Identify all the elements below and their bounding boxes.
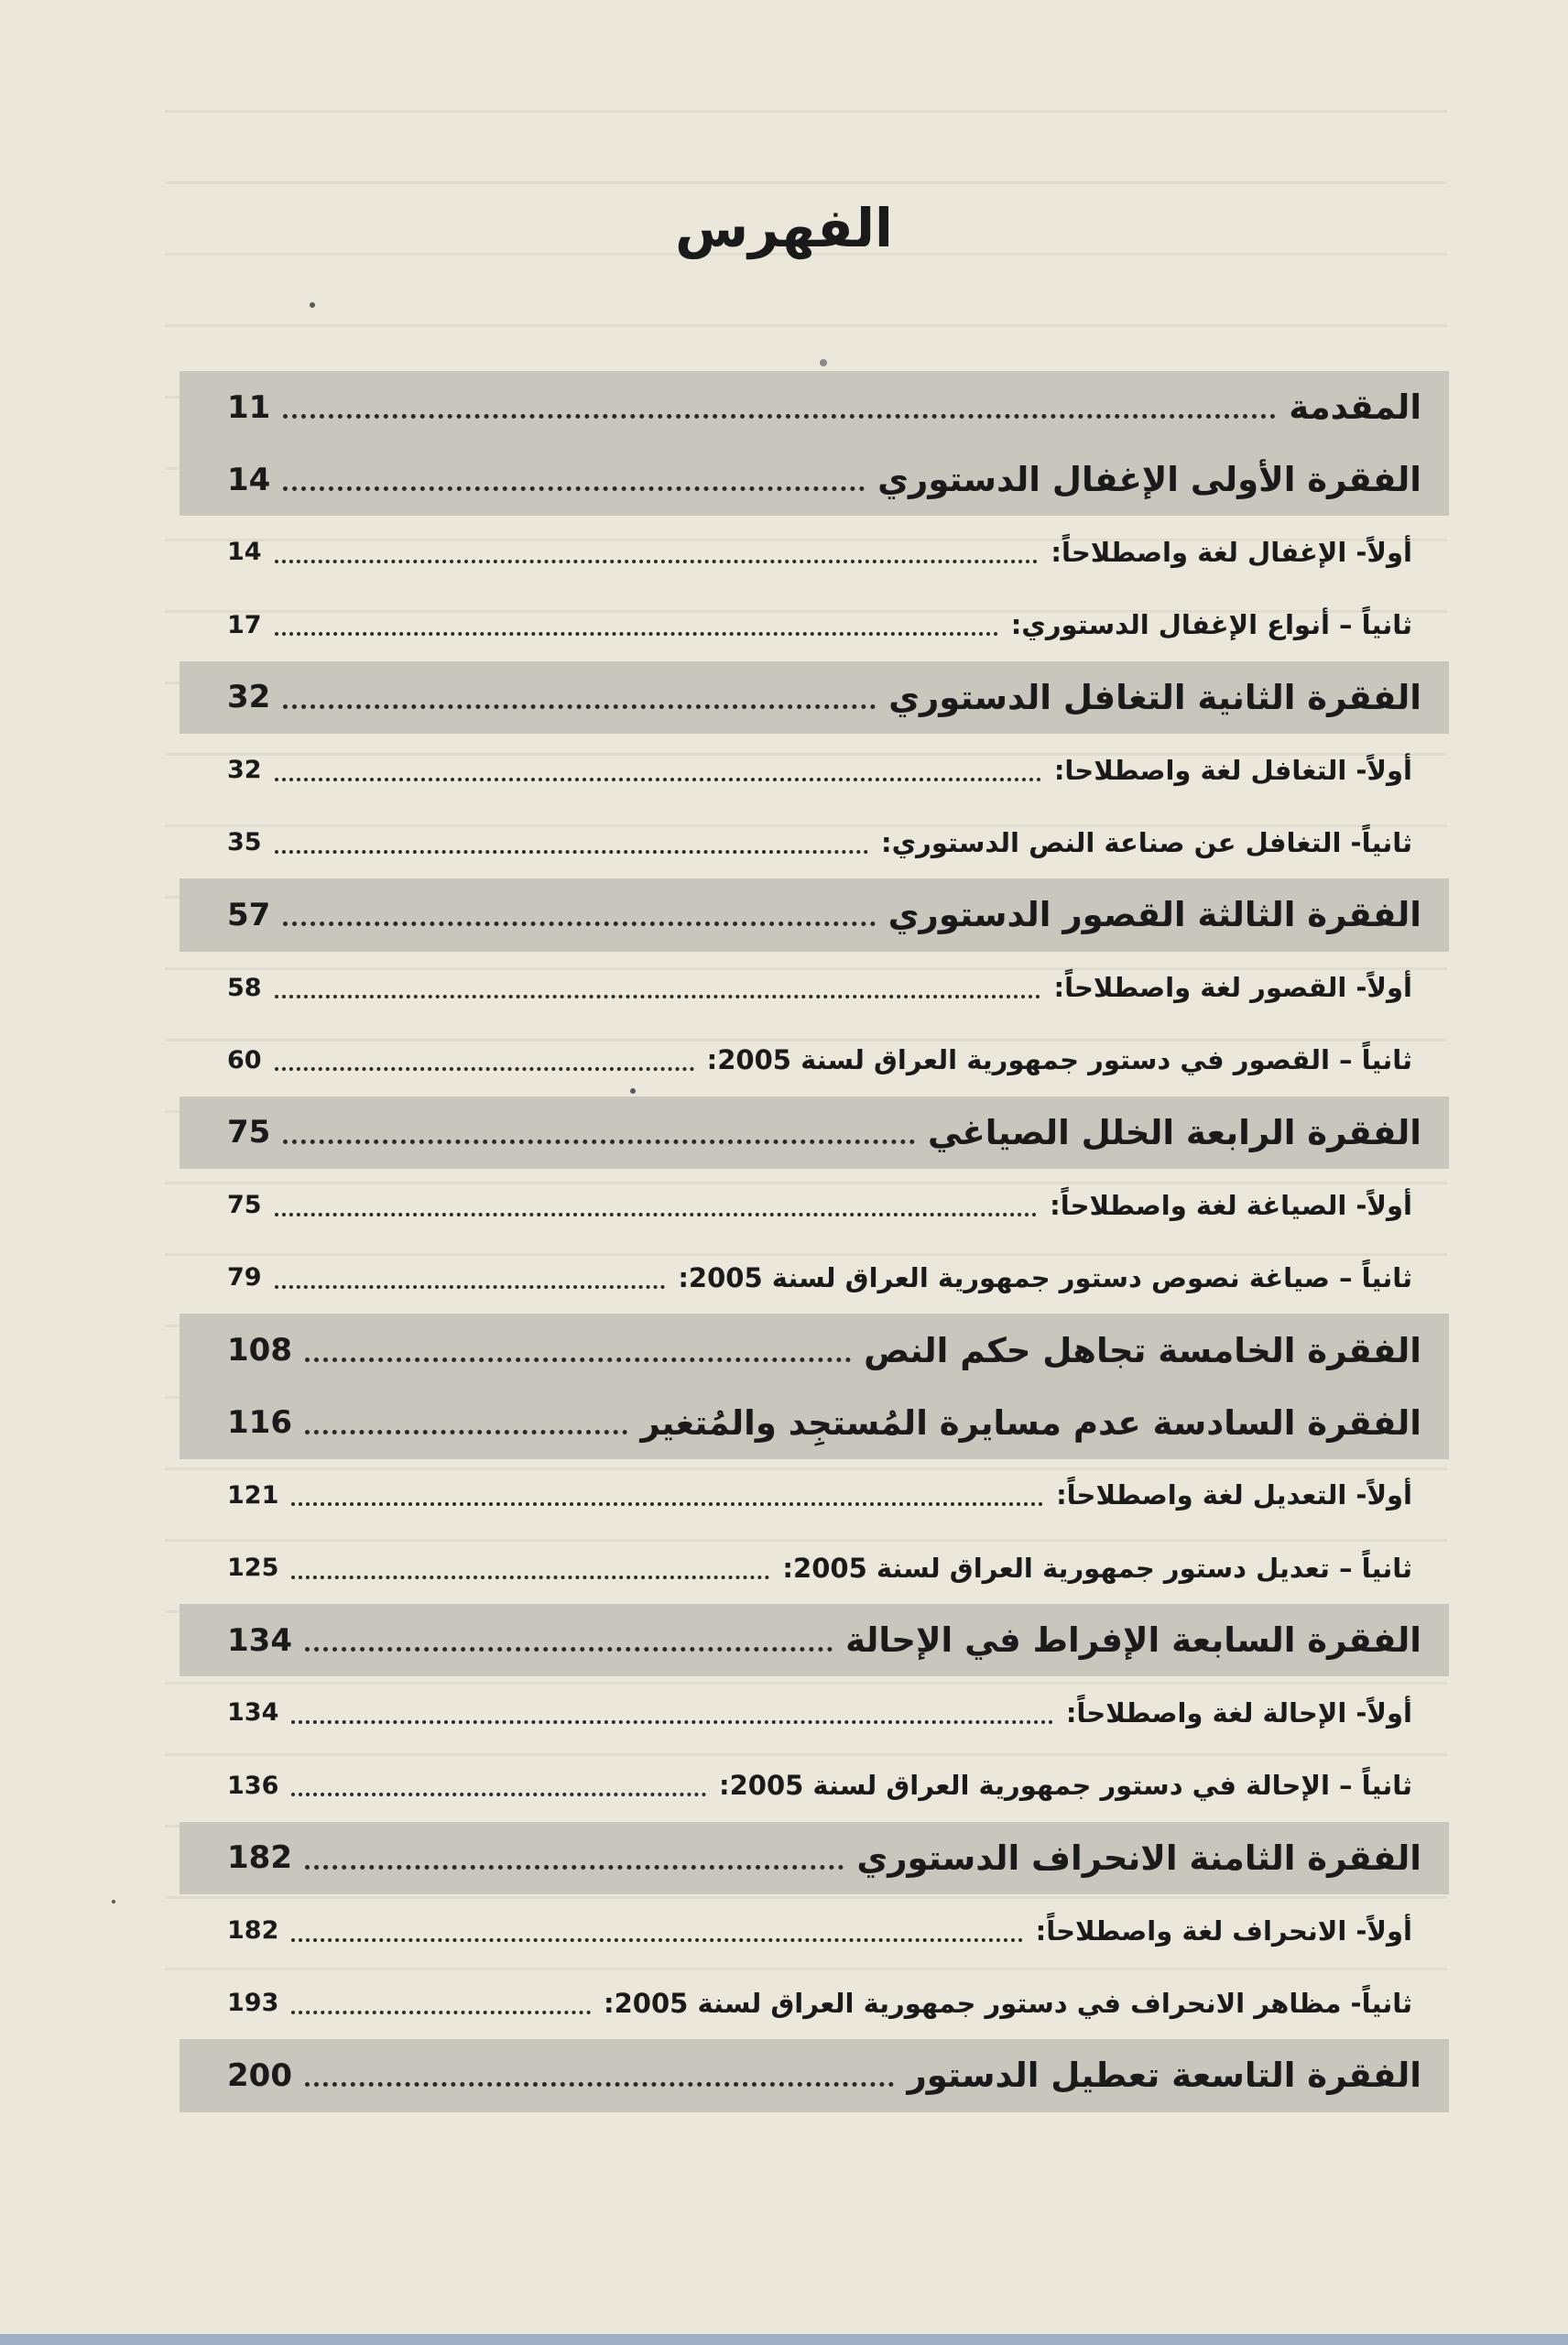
- dot-leader: [275, 850, 868, 854]
- dot-leader: [291, 1576, 769, 1579]
- toc-entry: [180, 371, 1449, 443]
- paper-speck: [112, 1900, 115, 1903]
- dot-leader: [275, 632, 998, 636]
- toc-entry-label: الفقرة الثالثة القصور الدستوري: [887, 895, 1421, 935]
- table-of-contents: [180, 371, 1449, 2112]
- paper-speck: [310, 302, 315, 308]
- toc-entry-page: 11: [227, 388, 271, 426]
- dot-leader: [283, 414, 1276, 419]
- toc-entry-label: أولاً- الصياغة لغة واصطلاحاً:: [1050, 1189, 1412, 1221]
- dot-leader: [291, 1793, 706, 1796]
- toc-entry: [180, 1822, 1449, 1894]
- toc-entry: [180, 516, 1449, 588]
- dot-leader: [305, 2082, 895, 2087]
- toc-entry-label: ثانياً – تعديل دستور جمهورية العراق لسنة 2005:: [782, 1552, 1412, 1584]
- toc-entry-page: 35: [227, 828, 262, 857]
- toc-entry: [180, 443, 1449, 516]
- toc-entry: [180, 1894, 1449, 1967]
- toc-entry: [180, 1967, 1449, 2039]
- toc-entry: [180, 734, 1449, 806]
- toc-entry-page: 17: [227, 610, 262, 639]
- toc-entry-label: الفقرة الرابعة الخلل الصياغي: [928, 1112, 1421, 1152]
- toc-entry-page: 125: [227, 1554, 279, 1583]
- dot-leader: [305, 1430, 627, 1434]
- toc-entry-label: أولاً- الإحالة لغة واصطلاحاً:: [1065, 1696, 1412, 1729]
- toc-entry-page: 75: [227, 1191, 262, 1220]
- dot-leader: [291, 1720, 1052, 1724]
- toc-entry-page: 182: [227, 1839, 292, 1877]
- dot-leader: [275, 560, 1039, 563]
- toc-entry: [180, 1459, 1449, 1532]
- toc-entry: [180, 1314, 1449, 1386]
- paper-speck: [820, 359, 827, 366]
- toc-entry-label: أولاً- القصور لغة واصطلاحاً:: [1053, 972, 1412, 1004]
- toc-entry-page: 193: [227, 1989, 279, 2018]
- dot-leader: [283, 704, 876, 709]
- toc-entry-label: الفقرة السابعة الإفراط في الإحالة: [845, 1620, 1421, 1661]
- page-title: الفهرس: [675, 197, 893, 259]
- toc-entry: [180, 1241, 1449, 1314]
- toc-entry-page: 32: [227, 679, 271, 716]
- toc-entry-label: الفقرة الخامسة تجاهل حكم النص: [864, 1330, 1421, 1370]
- toc-entry: [180, 952, 1449, 1024]
- toc-entry-label: ثانياً – صياغة نصوص دستور جمهورية العراق لسنة 2005:: [678, 1261, 1412, 1293]
- toc-entry-label: الفقرة الثانية التغافل الدستوري: [888, 677, 1421, 717]
- toc-entry-page: 134: [227, 1621, 292, 1659]
- toc-entry: [180, 878, 1449, 951]
- toc-entry-label: الفقرة الأولى الإغفال الدستوري: [877, 460, 1421, 500]
- dot-leader: [305, 1358, 851, 1362]
- dot-leader: [305, 1865, 844, 1870]
- dot-leader: [275, 1067, 694, 1071]
- paper-speck: [630, 1088, 636, 1094]
- toc-entry-page: 108: [227, 1332, 292, 1369]
- toc-entry-page: 121: [227, 1480, 279, 1510]
- toc-entry: [180, 2039, 1449, 2111]
- toc-entry-page: 58: [227, 973, 262, 1002]
- toc-entry-label: أولاً- الإغفال لغة واصطلاحاً:: [1051, 536, 1412, 568]
- toc-entry-label: أولاً- التعديل لغة واصطلاحاً:: [1056, 1479, 1412, 1511]
- toc-entry-label: الفقرة الثامنة الانحراف الدستوري: [856, 1838, 1421, 1878]
- toc-entry-page: 79: [227, 1263, 262, 1292]
- dot-leader: [275, 1285, 666, 1289]
- toc-entry: [180, 1676, 1449, 1749]
- toc-entry-page: 116: [227, 1404, 292, 1442]
- toc-entry-page: 32: [227, 756, 262, 785]
- toc-entry-page: 14: [227, 538, 262, 567]
- toc-entry-label: ثانياً – أنواع الإغفال الدستوري:: [1010, 609, 1412, 641]
- toc-entry-label: ثانياً- التغافل عن صناعة النص الدستوري:: [881, 826, 1412, 858]
- toc-entry-label: أولاً- التغافل لغة واصطلاحا:: [1053, 754, 1412, 786]
- dot-leader: [283, 486, 865, 491]
- toc-entry-label: المقدمة: [1289, 387, 1421, 428]
- toc-entry-page: 57: [227, 896, 271, 933]
- toc-entry-page: 134: [227, 1698, 279, 1728]
- toc-entry-label: ثانياً – الإحالة في دستور جمهورية العراق لسنة 2005:: [718, 1770, 1412, 1802]
- toc-entry-label: أولاً- الانحراف لغة واصطلاحاً:: [1035, 1914, 1412, 1947]
- toc-entry-page: 75: [227, 1114, 271, 1151]
- dot-leader: [275, 778, 1041, 781]
- toc-entry: [180, 1750, 1449, 1822]
- dot-leader: [291, 2011, 591, 2014]
- toc-entry: [180, 1169, 1449, 1241]
- scan-edge: [0, 2334, 1568, 2345]
- dot-leader: [283, 922, 875, 926]
- dot-leader: [275, 995, 1041, 998]
- toc-entry-page: 136: [227, 1771, 279, 1800]
- toc-entry-label: الفقرة التاسعة تعطيل الدستور: [907, 2056, 1421, 2096]
- toc-entry: [180, 1096, 1449, 1169]
- toc-entry: [180, 589, 1449, 661]
- dot-leader: [291, 1938, 1022, 1942]
- toc-entry-page: 14: [227, 461, 271, 498]
- toc-entry: [180, 1024, 1449, 1096]
- dot-leader: [283, 1140, 915, 1144]
- dot-leader: [275, 1213, 1038, 1216]
- toc-entry: [180, 1604, 1449, 1676]
- toc-entry-label: الفقرة السادسة عدم مسايرة المُستجِد والمُتغير: [640, 1402, 1421, 1443]
- toc-entry-label: ثانياً- مظاهر الانحراف في دستور جمهورية العراق لسنة 2005:: [604, 1987, 1412, 2019]
- toc-entry: [180, 1387, 1449, 1459]
- toc-entry-page: 200: [227, 2056, 292, 2094]
- toc-entry: [180, 806, 1449, 878]
- toc-entry-page: 60: [227, 1045, 262, 1074]
- dot-leader: [291, 1502, 1043, 1506]
- toc-entry: [180, 661, 1449, 734]
- toc-entry: [180, 1532, 1449, 1604]
- toc-entry-page: 182: [227, 1916, 279, 1946]
- toc-entry-label: ثانياً – القصور في دستور جمهورية العراق لسنة 2005:: [706, 1044, 1412, 1076]
- dot-leader: [305, 1647, 833, 1652]
